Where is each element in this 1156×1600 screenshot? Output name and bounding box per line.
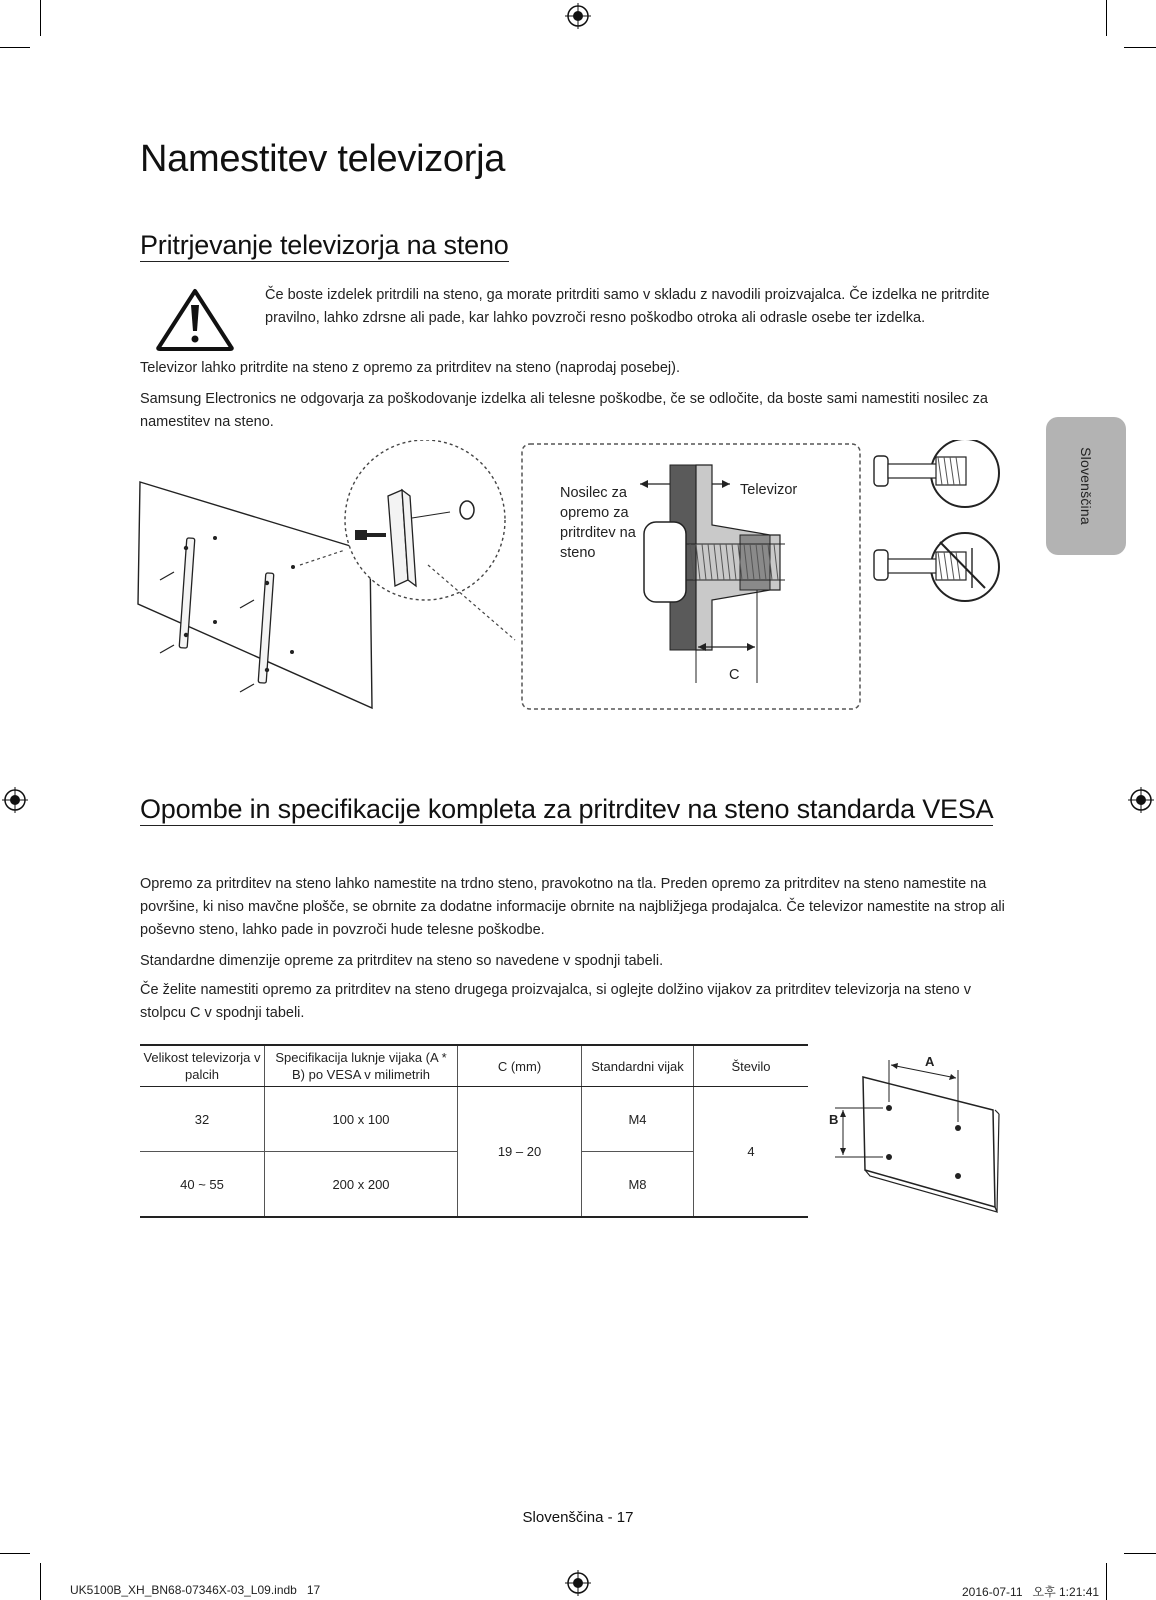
table-header: Standardni vijak [582, 1045, 694, 1087]
table-cell: M8 [582, 1152, 694, 1218]
label-bracket: Nosilec za opremo za pritrditev na steno [560, 485, 636, 561]
warning-text: Če boste izdelek pritrdili na steno, ga morate pritrditi samo v skladu z navodili proizvajalca. Če izdelka ne pritrdite pravilno, lahko zdrsne ali pade, kar lahko povzroči resno poškodbo otroka ali odrasle osebe ter izdelka. [265, 287, 990, 326]
table-header: Velikost televizorja v palcih [140, 1045, 265, 1087]
paragraph: Samsung Electronics ne odgovarja za poškodovanje izdelka ali telesne poškodbe, če se odločite, da boste sami namestiti nosilec za namestitev na steno. [140, 391, 988, 430]
paragraph: Če želite namestiti opremo za pritrditev na steno drugega proizvajalca, si oglejte dolžino vijakov za pritrditev televizorja na steno v stolpcu C v spodnji tabeli. [140, 982, 971, 1021]
print-meta-right: 2016-07-11 오후 1:21:41 [962, 1585, 1100, 1599]
paragraph: Opremo za pritrditev na steno lahko namestite na trdno steno, pravokotno na tla. Preden opremo za pritrditev na steno namestite na površine, ki niso mavčne plošče, se obrnite za dodatne informacije obrnite na najbližjega prodajalca. Če televizor namestite na strop ali poševno steno, lahko pade in povzroči hude telesne poškodbe. [140, 876, 1005, 938]
label-a: A [925, 1054, 935, 1069]
label-b: B [829, 1112, 839, 1127]
print-meta-left: UK5100B_XH_BN68-07346X-03_L09.indb 17 [70, 1583, 321, 1597]
crop-mark [1124, 1553, 1156, 1554]
crop-mark [1106, 0, 1107, 36]
page-title: Namestitev televizorja [140, 138, 506, 180]
table-cell: 100 x 100 [265, 1087, 458, 1152]
crop-mark [1124, 47, 1156, 48]
vesa-dimension-figure [825, 1050, 1005, 1215]
table-header: C (mm) [458, 1045, 582, 1087]
wall-mount-diagram [130, 440, 1130, 715]
table-cell: 19 – 20 [458, 1087, 582, 1218]
registration-mark-icon [1128, 787, 1154, 813]
side-tab-label: Slovenščina [1078, 447, 1094, 525]
crop-mark [40, 1563, 41, 1600]
crop-mark [40, 0, 41, 36]
table-header: Število [694, 1045, 809, 1087]
label-c: C [729, 667, 740, 683]
table-cell: 200 x 200 [265, 1152, 458, 1218]
table-cell: 4 [694, 1087, 809, 1218]
vesa-spec-table [140, 1044, 808, 1218]
paragraph: Televizor lahko pritrdite na steno z opremo za pritrditev na steno (naprodaj posebej). [140, 360, 681, 376]
crop-mark [0, 1553, 30, 1554]
registration-mark-icon [565, 1570, 591, 1596]
warning-triangle-icon [155, 287, 235, 351]
section-heading-wall-mount [140, 228, 509, 263]
table-cell: M4 [582, 1087, 694, 1152]
section-heading-text: Pritrjevanje televizorja na steno [140, 230, 509, 260]
paragraph: Standardne dimenzije opreme za pritrditev na steno so navedene v spodnji tabeli. [140, 953, 664, 969]
registration-mark-icon [2, 787, 28, 813]
section-heading-text: Opombe in specifikacije kompleta za pritrditev na steno standarda VESA [140, 794, 994, 824]
registration-mark-icon [565, 3, 591, 29]
crop-mark [1106, 1563, 1107, 1600]
table-cell: 32 [140, 1087, 265, 1152]
section-heading-vesa [140, 792, 1040, 827]
table-cell: 40 ~ 55 [140, 1152, 265, 1218]
crop-mark [0, 47, 30, 48]
label-tv: Televizor [740, 482, 798, 498]
table-header-row [140, 1045, 808, 1087]
table-header: Specifikacija luknje vijaka (A * B) po VESA v milimetrih [265, 1045, 458, 1087]
page-number: Slovenščina - 17 [522, 1509, 634, 1526]
